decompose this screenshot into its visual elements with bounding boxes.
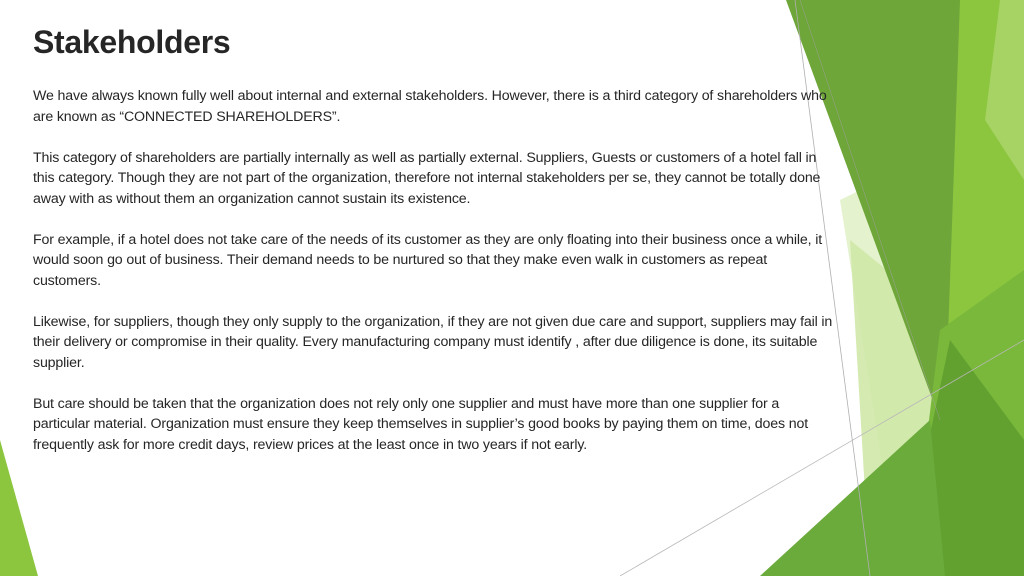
paragraph-category: This category of shareholders are partially internally as well as partially external. Suppliers, Guests or customers of a hotel fall in this category. Though they are not part of the organization, therefore not internal stakeholders per se, they cannot be totally done away with as without them an organization cannot sustain its existence. [33, 149, 821, 207]
paragraph-example: For example, if a hotel does not take care of the needs of its customer as they are only floating into their business once a while, it would soon go out of business. Their demand needs to be nurtured so that they make even walk in customers as repeat customers. [33, 231, 823, 289]
paragraph-suppliers: Likewise, for suppliers, though they only supply to the organization, if they are not given due care and support, suppliers may fail in their delivery or compromise in their quality. Every manufacturing company must identify , after due diligence is done, its suitable supplier. [33, 313, 833, 371]
paragraph-care: But care should be taken that the organization does not rely only one supplier and must have more than one supplier for a particular material. Organization must ensure they keep themselves in supplier’s good books by paying them on time, does not frequently ask for more credit days, review prices at the least once in two years if not early. [33, 395, 809, 453]
slide-body [33, 86, 833, 476]
slide-title: Stakeholders [33, 24, 231, 60]
paragraph-intro: We have always known fully well about internal and external stakeholders. However, there is a third category of shareholders who are known as “CONNECTED SHAREHOLDERS”. [33, 88, 827, 125]
